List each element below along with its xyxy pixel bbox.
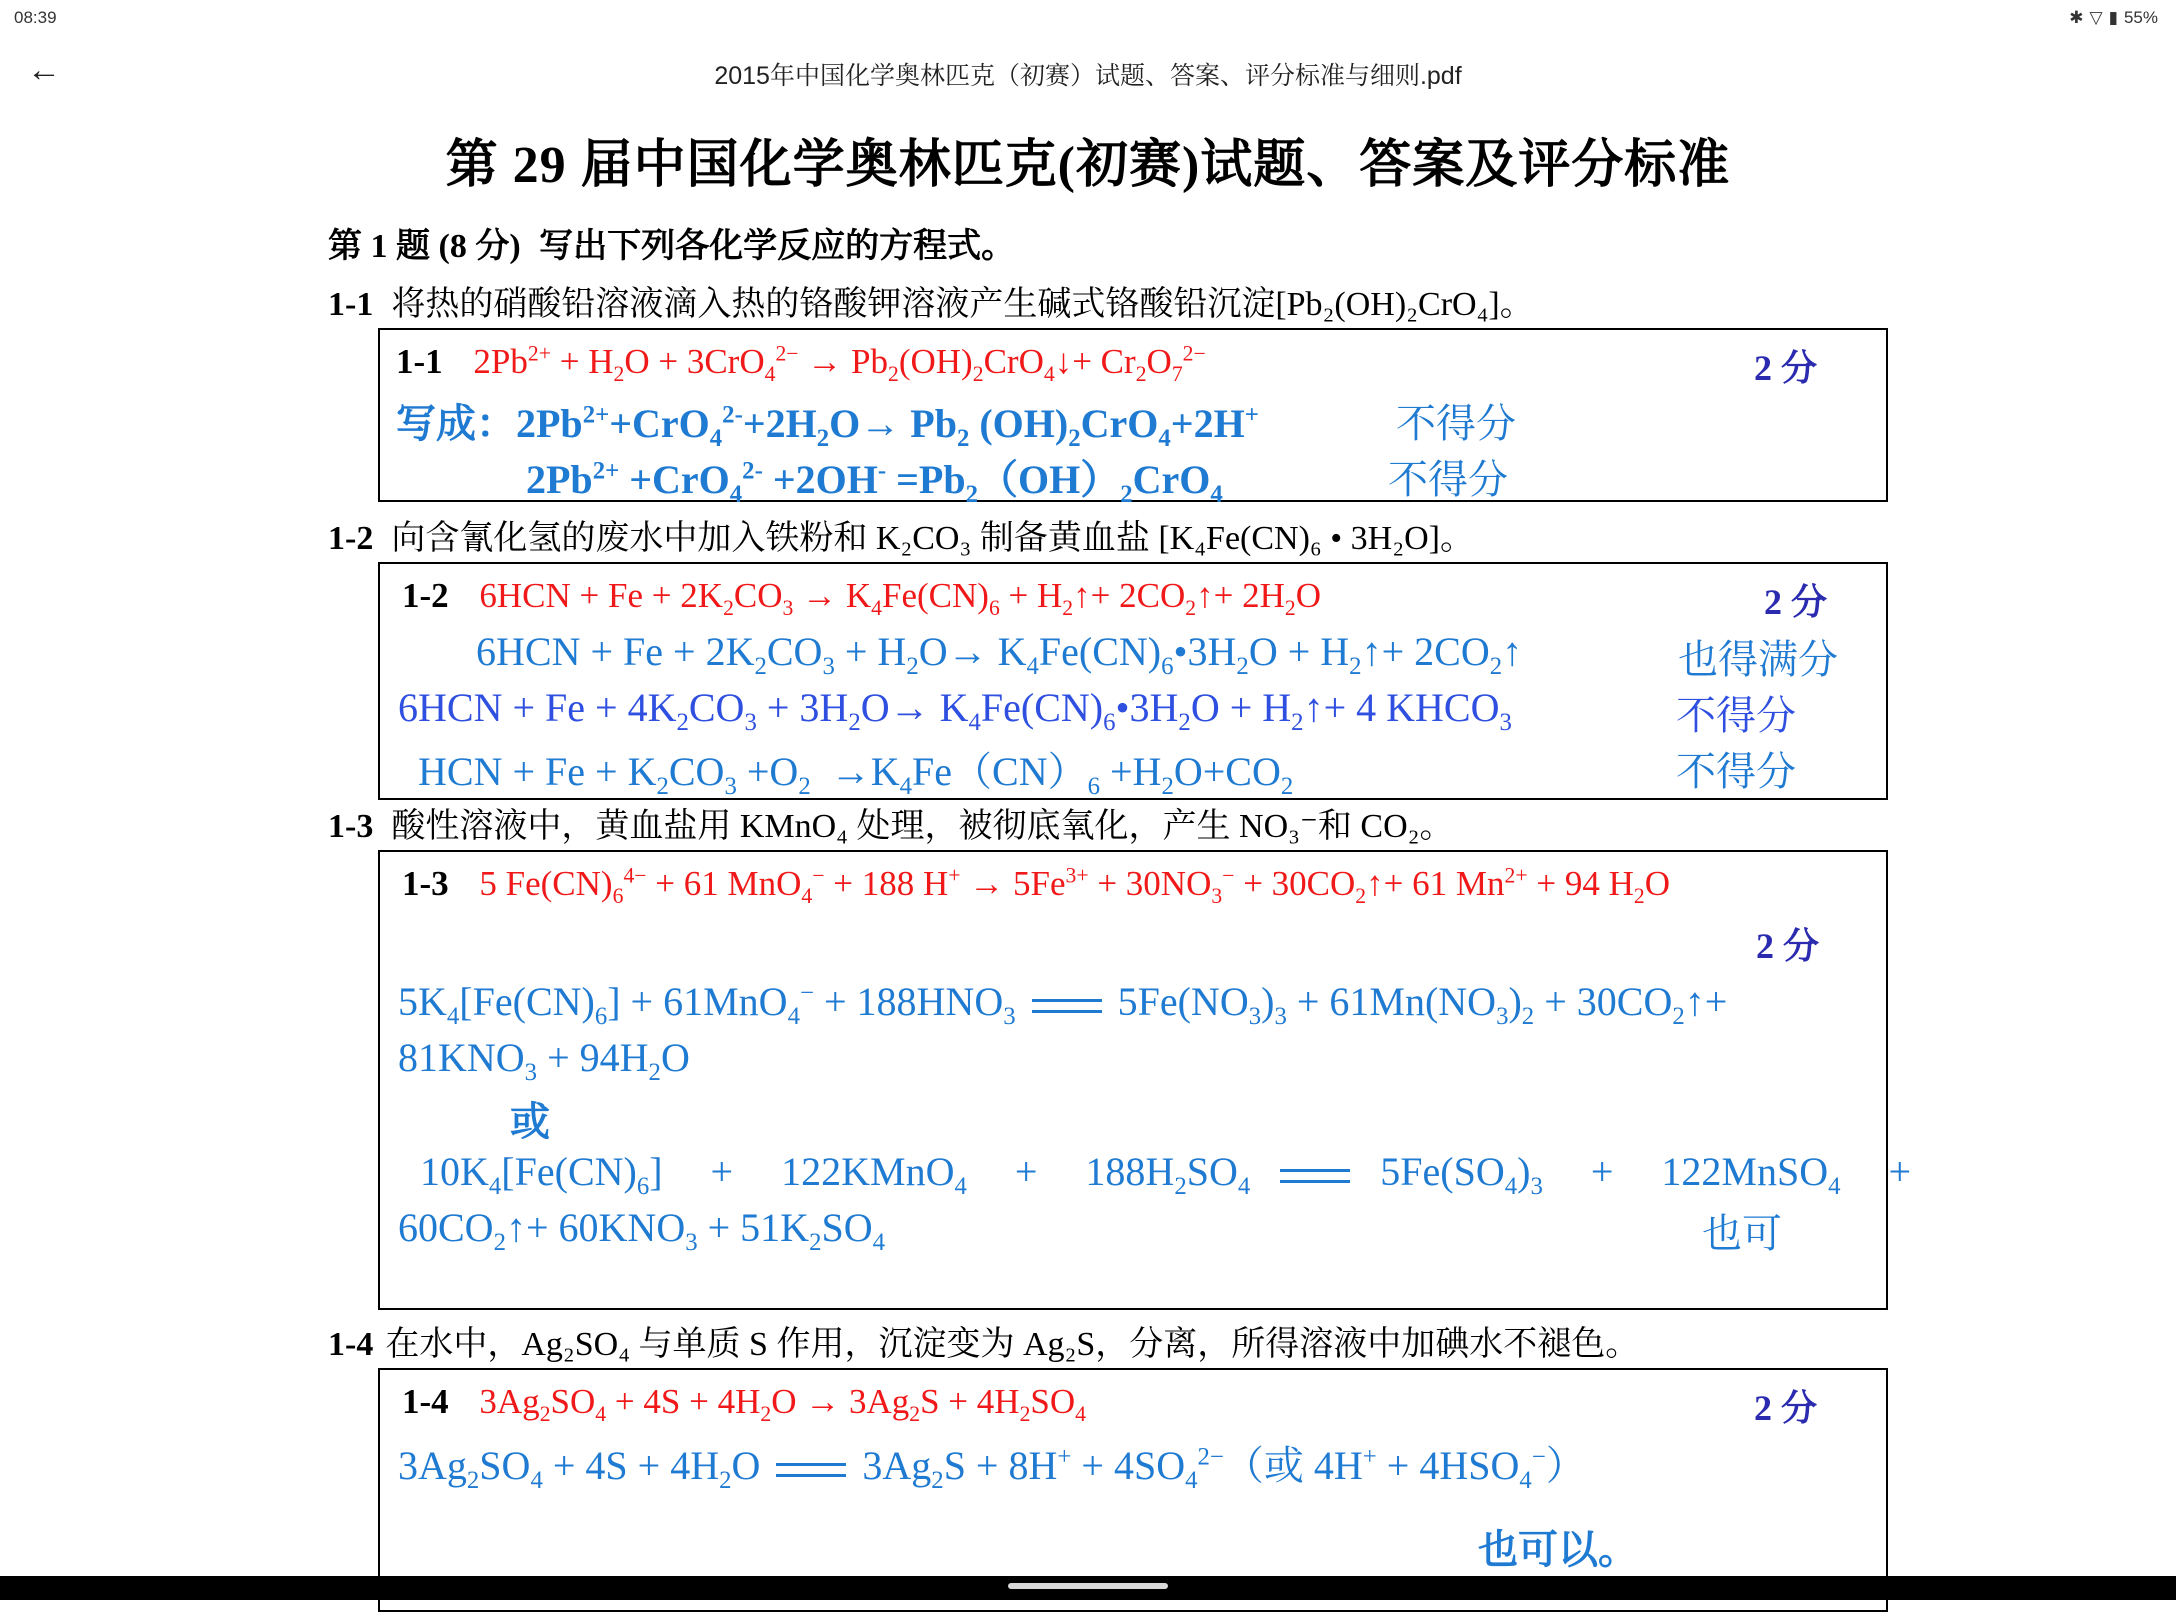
points-badge: 2 分 — [1764, 582, 1828, 622]
alt-equation: 写成：$2Pb^{2+}+CrO_4^{2-}+2H_2O\to Pb_2$ $(OH)_2CrO_4+2H^+$ — [396, 401, 1259, 452]
question-1-heading — [328, 218, 1015, 267]
subquestion-1-2 — [328, 510, 1474, 559]
alt-equation: $3Ag_2SO_4 + 4S + 4H_2O$ $3Ag_2S + 8H^+ + 4SO_4^{2-}$（或 $4H^+ + 4HSO_4^-$） — [398, 1443, 1586, 1494]
subquestion-text: 在水中，Ag₂SO₄ 与单质 S 作用，沉淀变为 Ag₂S，分离，所得溶液中加碘水不褪色。 — [385, 1326, 1640, 1363]
alt-equation-cont: $81KNO_3 + 94H_2O$ — [398, 1035, 690, 1086]
or-label: 或 — [510, 1099, 550, 1144]
bluetooth-icon: ✱ — [2069, 8, 2084, 27]
answer-equation: 1-3 5 $Fe(CN)_6^{4-} + 61$ MnO$_4$− + 188 $H^+ \to 5Fe^{3+} + 30NO_3^-$ + $30CO_2↑+ 61$ $Mn^{2+} + 94$ $H_2O$ — [402, 863, 1670, 908]
document-title: 2015年中国化学奥林匹克（初赛）试题、答案、评分标准与细则.pdf — [714, 62, 1462, 90]
subquestion-text: 向含氰化氢的废水中加入铁粉和 K₂CO₃ 制备黄血盐 [K₄Fe(CN)₆ • 3H₂O]。 — [391, 520, 1474, 557]
subquestion-label: 1-4 — [328, 1326, 374, 1363]
arrow-left-icon: ← — [27, 50, 61, 89]
subquestion-label: 1-3 — [328, 808, 374, 845]
wifi-icon: ▽ — [2089, 8, 2103, 27]
answer-equation: 1-1 $2Pb^{2+} + H_2O + 3CrO_4^{2-}$ → $Pb_2(OH)_2CrO_4↓+ Cr_2O_7^{2-}$ — [396, 341, 1206, 386]
also-ok-note: 也可 — [1702, 1211, 1782, 1256]
status-icons — [2069, 8, 2158, 28]
battery-level: 55% — [2123, 8, 2158, 27]
question-1-text: 写出下列各化学反应的方程式。 — [539, 228, 1016, 265]
subquestion-1-4 — [328, 1316, 1639, 1365]
subquestion-label: 1-1 — [328, 286, 374, 323]
status-bar — [0, 0, 2176, 36]
answer-box-1-1 — [378, 328, 1888, 508]
answer-label: 1-1 — [396, 342, 443, 381]
battery-icon: ▮ — [2108, 8, 2118, 27]
points-badge: 2 分 — [1754, 348, 1818, 388]
answer-equation: 1-4 $3Ag_2SO_4 + 4S + 4H_2O \to 3Ag_2S + 4H_2SO_4$ — [402, 1382, 1087, 1426]
alt-equation: $6HCN + Fe + 4K_2CO_3 + 3H_2O\to$ $K_4Fe(CN)_6•3H_2O$ + $H_2↑+ 4$ $KHCO_3$ — [398, 685, 1512, 736]
alt-equation: $5K_4[Fe(CN)_6] + 61MnO_4^- + 188HNO_3$ $5Fe(NO_3)_3 + 61Mn(NO_3)_2$ + $30CO_2↑+$ — [398, 979, 1728, 1030]
no-score-note: 不得分 — [1388, 457, 1508, 502]
alt-equation: $2Pb^{2+} +CrO_4^{2-} +2OH^- =Pb_2(OH)_2CrO_4$ — [526, 457, 1223, 508]
answer-label: 1-4 — [402, 1382, 449, 1421]
subquestion-1-1 — [328, 276, 1534, 325]
alt-equation: $6HCN + Fe + 2K_2CO_3 + H_2O\to$ $K_4Fe(CN)_6•3H_2O$ + $H_2↑+$ $2CO_2↑$ — [476, 629, 1523, 680]
app-bar — [0, 36, 2176, 106]
alt-equation: HCN + $Fe + K_2CO_3 +O_2 \to K_4Fe(CN)_6 +H_2O+CO_2$ — [418, 749, 1294, 800]
full-score-note: 也得满分 — [1678, 637, 1838, 682]
alt-equation-cont: $60CO_2↑+ 60KNO_3 + 51K_2SO_4$ — [398, 1205, 886, 1256]
subquestion-text: 将热的硝酸铅溶液滴入热的铬酸钾溶液产生碱式铬酸铅沉淀[Pb₂(OH)₂CrO₄]。 — [391, 286, 1534, 323]
page-title: 第 29 届中国化学奥林匹克(初赛)试题、答案及评分标准 — [445, 137, 1731, 194]
pdf-page[interactable] — [0, 106, 2176, 1576]
no-score-note: 不得分 — [1676, 693, 1796, 738]
system-navigation-bar — [0, 1576, 2176, 1600]
answer-label: 1-3 — [402, 864, 449, 903]
points-badge: 2 分 — [1754, 1388, 1818, 1428]
no-score-note: 不得分 — [1676, 749, 1796, 794]
answer-box-1-2 — [378, 562, 1888, 800]
subquestion-1-3 — [328, 798, 1454, 847]
answer-label: 1-2 — [402, 576, 449, 615]
no-score-note: 不得分 — [1396, 401, 1516, 446]
answer-box-1-3 — [378, 850, 1912, 1310]
answer-equation: 1-2 $6HCN + Fe + 2K_2CO_3 \to K_4Fe(CN)_6$ + $H_2↑+$ $2CO_2↑+ 2H_2O$ — [402, 576, 1321, 620]
subquestion-label: 1-2 — [328, 520, 374, 557]
subquestion-text: 酸性溶液中，黄血盐用 KMnO₄ 处理，被彻底氧化，产生 NO₃⁻和 CO₂。 — [391, 808, 1454, 845]
home-gesture-handle[interactable] — [1008, 1583, 1168, 1589]
write-prefix: 写成： — [396, 401, 516, 446]
alt-equation: $10K_4[Fe(CN)_6]$ + 122KMnO$_4$ + $188H_2SO_4$ $5Fe(SO_4)_3$ + 122MnSO$_4$ + — [420, 1149, 1912, 1200]
points-badge: 2 分 — [1756, 926, 1820, 966]
also-ok-note: 也可以。 — [1478, 1527, 1638, 1572]
status-time: 08:39 — [14, 8, 57, 27]
question-1-label: 第 1 题 (8 分) — [328, 228, 521, 265]
